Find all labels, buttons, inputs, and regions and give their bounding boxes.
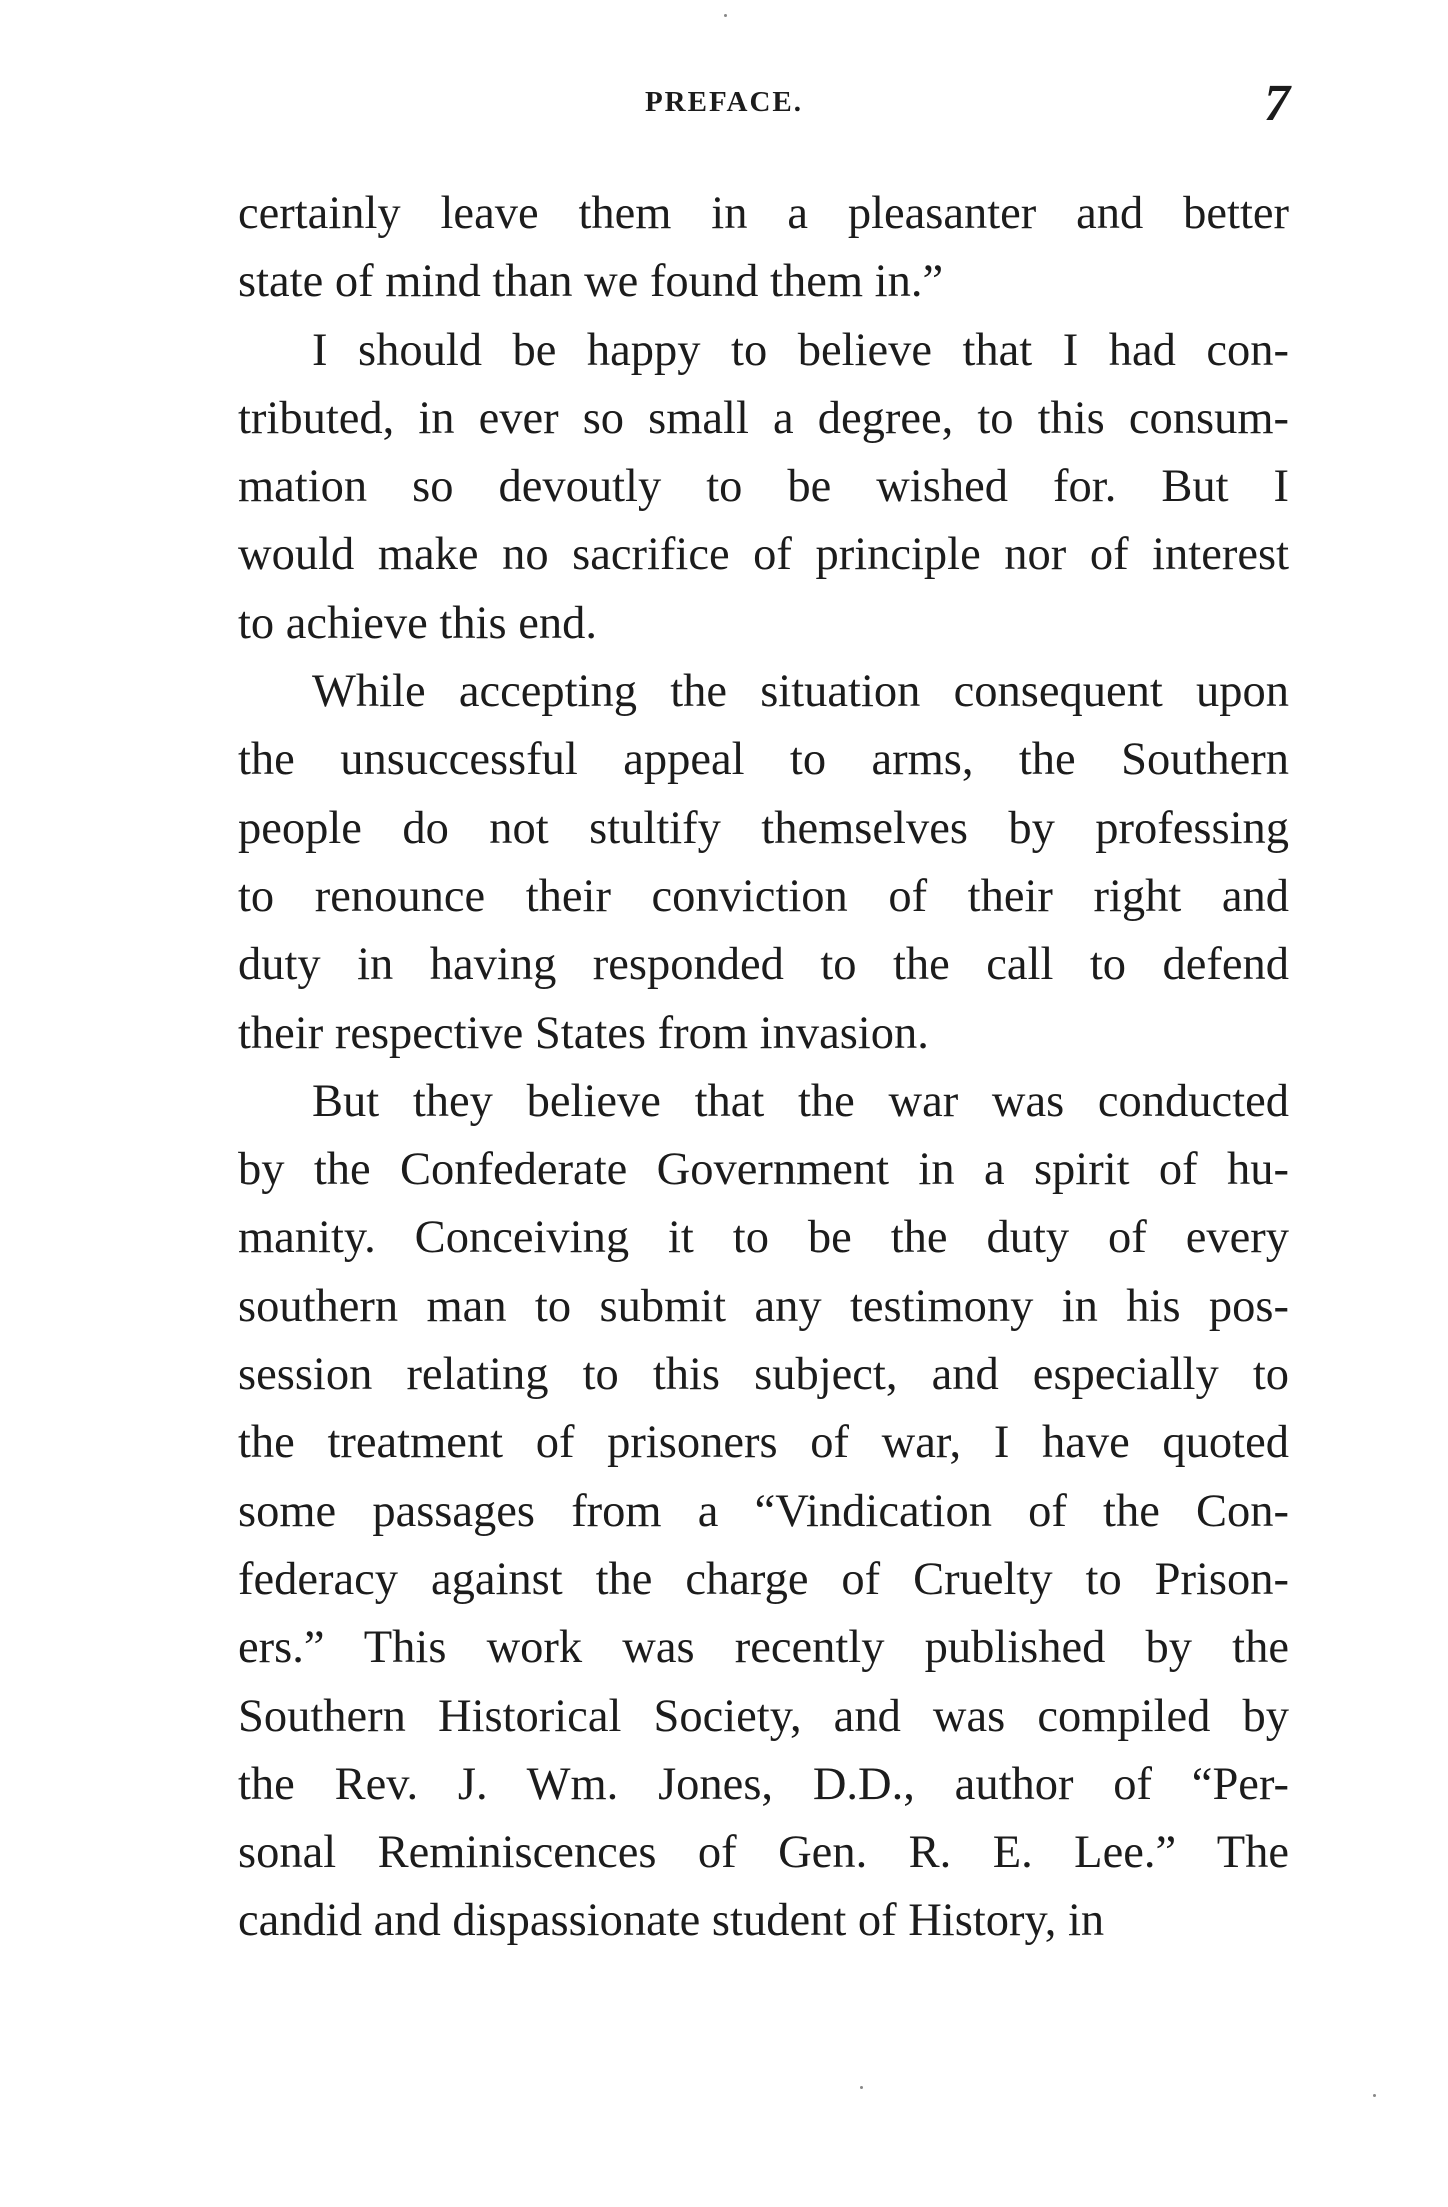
text-line: Southern Historical Society, and was compiled by — [238, 1690, 1289, 1742]
text-line: ers.” This work was recently published by the — [238, 1622, 1289, 1674]
paragraph — [238, 1068, 1289, 1956]
text-line: sonal Reminiscences of Gen. R. E. Lee.” The — [238, 1827, 1289, 1879]
page-number: 7 — [1264, 75, 1290, 132]
text-line: the Rev. J. Wm. Jones, D.D., author of “Per- — [238, 1758, 1289, 1810]
text-line: southern man to submit any testimony in his pos- — [238, 1280, 1289, 1332]
text-line: to renounce their conviction of their right and — [238, 870, 1289, 922]
text-line: candid and dispassionate student of History, in — [238, 1895, 1105, 1947]
text-line: federacy against the charge of Cruelty to Prison- — [238, 1553, 1289, 1605]
scan-speck — [724, 14, 727, 17]
running-title: PREFACE. — [644, 86, 804, 118]
text-line: would make no sacrifice of principle nor of interest — [238, 529, 1289, 581]
paragraph — [238, 180, 1289, 317]
text-line: by the Confederate Government in a spirit of hu- — [238, 1144, 1289, 1196]
running-head — [0, 75, 1448, 140]
body-text — [238, 180, 1289, 1956]
text-line: the unsuccessful appeal to arms, the Southern — [238, 734, 1289, 786]
text-line: tributed, in ever so small a degree, to this consum- — [238, 392, 1289, 444]
paragraph — [238, 317, 1289, 658]
text-line: certainly leave them in a pleasanter and better — [238, 188, 1289, 239]
text-line: the treatment of prisoners of war, I have quoted — [238, 1417, 1289, 1469]
scan-speck — [860, 2086, 863, 2089]
text-line: But they believe that the war was conducted — [312, 1075, 1289, 1127]
paragraph — [238, 658, 1289, 1068]
text-line: to achieve this end. — [238, 597, 597, 649]
text-line: people do not stultify themselves by professing — [238, 802, 1289, 854]
text-line: mation so devoutly to be wished for. But I — [238, 461, 1289, 513]
text-line: session relating to this subject, and especially to — [238, 1349, 1289, 1401]
text-line: While accepting the situation consequent upon — [312, 666, 1289, 718]
text-line: I should be happy to believe that I had con- — [312, 324, 1289, 376]
scan-speck — [1373, 2094, 1376, 2097]
text-line: their respective States from invasion. — [238, 1007, 929, 1059]
text-line: duty in having responded to the call to defend — [238, 939, 1289, 991]
text-line: manity. Conceiving it to be the duty of every — [238, 1212, 1289, 1264]
text-line: some passages from a “Vindication of the Con- — [238, 1485, 1289, 1537]
text-line: state of mind than we found them in.” — [238, 256, 944, 308]
